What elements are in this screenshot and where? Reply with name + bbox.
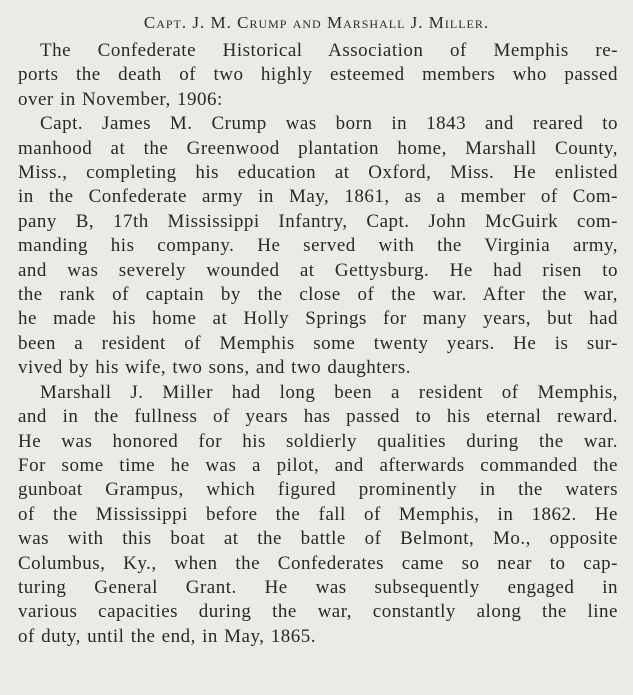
text-line: the rank of captain by the close of the war. After the war, [18, 284, 618, 306]
text-line: been a resident of Memphis some twenty years. He is sur- [18, 332, 618, 354]
text-line: He was honored for his soldierly qualities during the war. [18, 430, 618, 452]
text-line: pany B, 17th Mississippi Infantry, Capt. John McGuirk com- [18, 210, 618, 232]
article-title: Capt. J. M. Crump and Marshall J. Miller. [143, 13, 490, 32]
text-line: of the Mississippi before the fall of Memphis, in 1862. He [18, 503, 618, 525]
text-line: manding his company. He served with the Virginia army, [18, 235, 618, 257]
text-line: manhood at the Greenwood plantation home, Marshall County, [18, 137, 618, 159]
text-line: Columbus, Ky., when the Confederates came so near to cap- [18, 552, 618, 574]
text-line: and was severely wounded at Gettysburg. He had risen to [18, 259, 618, 281]
text-line: various capacities during the war, constantly along the line [18, 601, 618, 623]
text-line: he made his home at Holly Springs for many years, but had [18, 308, 618, 330]
paragraph-crump [18, 112, 618, 380]
text-line: Miss., completing his education at Oxford, Miss. He enlisted [18, 162, 618, 184]
text-line: Capt. James M. Crump was born in 1843 and reared to [40, 113, 618, 135]
article-body [18, 39, 618, 649]
text-line: vived by his wife, two sons, and two daughters. [18, 357, 411, 379]
text-line: gunboat Grampus, which figured prominently in the waters [18, 479, 618, 501]
text-line: over in November, 1906: [18, 88, 223, 110]
text-line: ports the death of two highly esteemed members who passed [18, 64, 618, 86]
paragraph-intro [18, 39, 618, 112]
text-line: was with this boat at the battle of Belmont, Mo., opposite [18, 528, 618, 550]
text-line: The Confederate Historical Association of Memphis re- [40, 40, 618, 61]
text-line: in the Confederate army in May, 1861, as a member of Com- [18, 186, 618, 208]
text-line: turing General Grant. He was subsequently engaged in [18, 576, 618, 598]
text-line: and in the fullness of years has passed to his eternal reward. [18, 406, 618, 428]
text-line: For some time he was a pilot, and afterwards commanded the [18, 454, 618, 476]
text-line: of duty, until the end, in May, 1865. [18, 625, 316, 647]
paragraph-miller [18, 381, 618, 649]
text-line: Marshall J. Miller had long been a resident of Memphis, [40, 381, 618, 403]
